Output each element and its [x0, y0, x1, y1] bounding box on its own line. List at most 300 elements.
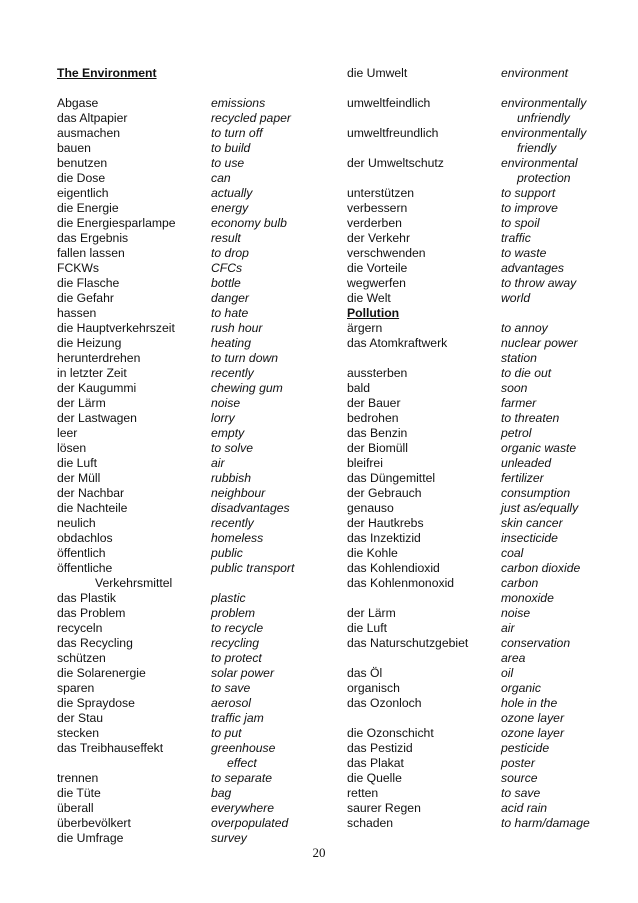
english-translation: to support [501, 186, 556, 200]
german-term: schützen [57, 651, 106, 665]
german-term: das Kohlenmonoxid [347, 576, 455, 590]
vocab-row [57, 111, 294, 126]
german-term: überbevölkert [57, 816, 131, 830]
english-translation: danger [211, 291, 249, 305]
vocab-row [347, 486, 590, 501]
vocab-row [347, 741, 590, 756]
english-translation: carbon dioxide [501, 561, 581, 575]
german-term: benutzen [57, 156, 108, 170]
english-translation: skin cancer [501, 516, 563, 530]
english-translation: recycling [211, 636, 260, 650]
vocab-row [347, 666, 590, 681]
section-heading: The Environment [57, 66, 157, 80]
german-term: die Tüte [57, 786, 101, 800]
vocab-row [347, 621, 590, 636]
english-translation: area [501, 651, 526, 665]
vocab-row [347, 441, 590, 456]
german-term: die Welt [347, 291, 391, 305]
english-translation: station [501, 351, 537, 365]
vocab-row [57, 666, 294, 681]
vocab-row [57, 156, 294, 171]
english-translation: economy bulb [211, 216, 287, 230]
vocab-row [347, 291, 590, 306]
english-translation: overpopulated [211, 816, 289, 830]
english-translation: petrol [501, 426, 532, 440]
english-translation: to turn down [211, 351, 279, 365]
vocab-row [347, 681, 590, 696]
german-term: die Energie [57, 201, 119, 215]
english-translation: to threaten [501, 411, 560, 425]
english-translation: unfriendly [517, 111, 570, 125]
english-translation: to save [211, 681, 251, 695]
english-translation: world [501, 291, 531, 305]
english-translation: acid rain [501, 801, 548, 815]
german-term: herunterdrehen [57, 351, 141, 365]
english-translation: nuclear power [501, 336, 578, 350]
german-term: sparen [57, 681, 95, 695]
german-term: ausmachen [57, 126, 121, 140]
english-translation: environmental [501, 156, 578, 170]
german-term: die Ozonschicht [347, 726, 434, 740]
german-term: das Ozonloch [347, 696, 422, 710]
english-translation: to recycle [211, 621, 264, 635]
german-term: Abgase [57, 96, 99, 110]
vocab-row [347, 231, 590, 246]
english-translation: disadvantages [211, 501, 290, 515]
english-translation: to waste [501, 246, 547, 260]
english-translation: traffic jam [211, 711, 264, 725]
english-translation: to spoil [501, 216, 540, 230]
german-term: die Luft [57, 456, 97, 470]
german-term: der Verkehr [347, 231, 411, 245]
german-term: das Problem [57, 606, 126, 620]
english-translation: insecticide [501, 531, 558, 545]
vocab-row [347, 171, 590, 186]
german-term: in letzter Zeit [57, 366, 127, 380]
vocab-row [347, 246, 590, 261]
english-translation: to protect [211, 651, 262, 665]
german-term: das Naturschutzgebiet [347, 636, 469, 650]
vocab-row [347, 591, 590, 606]
german-term: die Flasche [57, 276, 120, 290]
german-term: recyceln [57, 621, 103, 635]
german-term: der Stau [57, 711, 104, 725]
german-term: der Umweltschutz [347, 156, 444, 170]
vocab-row [347, 456, 590, 471]
german-term: der Lärm [57, 396, 106, 410]
vocab-row [347, 201, 590, 216]
german-term: das Pestizid [347, 741, 413, 755]
german-term [347, 171, 501, 186]
vocab-row [347, 756, 590, 771]
vocab-row [57, 786, 294, 801]
english-translation: unleaded [501, 456, 552, 470]
vocab-row [57, 816, 294, 831]
german-term: das Altpapier [57, 111, 128, 125]
vocab-row [347, 396, 590, 411]
vocab-row [57, 726, 294, 741]
vocab-row [347, 771, 590, 786]
english-translation: everywhere [211, 801, 274, 815]
vocab-row [347, 516, 590, 531]
german-term: das Plastik [57, 591, 116, 605]
english-translation: environmentally [501, 96, 587, 110]
vocab-row [347, 711, 590, 726]
vocab-row [57, 321, 294, 336]
english-translation: consumption [501, 486, 571, 500]
vocab-row [57, 546, 294, 561]
german-term: organisch [347, 681, 400, 695]
english-translation: organic [501, 681, 541, 695]
vocab-row [57, 186, 294, 201]
vocab-row [57, 696, 294, 711]
german-term: das Treibhauseffekt [57, 741, 164, 755]
vocab-row [347, 816, 590, 831]
english-translation: noise [211, 396, 241, 410]
german-term: eigentlich [57, 186, 109, 200]
english-translation: emissions [211, 96, 266, 110]
vocab-row [347, 651, 590, 666]
vocab-row [347, 726, 590, 741]
vocab-row [57, 606, 294, 621]
section-heading-row [347, 306, 590, 321]
page-number: 20 [312, 845, 326, 860]
vocab-row [57, 471, 294, 486]
english-translation: recently [211, 366, 254, 380]
vocab-row [57, 201, 294, 216]
english-translation: fertilizer [501, 471, 544, 485]
vocab-row [57, 441, 294, 456]
english-translation: solar power [211, 666, 274, 680]
german-term: der Lastwagen [57, 411, 137, 425]
english-translation: to solve [211, 441, 254, 455]
english-translation: ozone layer [501, 711, 565, 725]
vocab-row [57, 141, 294, 156]
german-term: die Solarenergie [57, 666, 146, 680]
english-translation: to die out [501, 366, 552, 380]
german-term: das Düngemittel [347, 471, 436, 485]
vocab-row [57, 291, 294, 306]
german-term [57, 756, 211, 771]
english-translation: public transport [211, 561, 295, 575]
german-term: die Luft [347, 621, 387, 635]
english-translation: survey [211, 831, 247, 845]
german-term: der Kaugummi [57, 381, 137, 395]
vocab-row [57, 261, 294, 276]
vocab-row [57, 336, 294, 351]
vocab-row [57, 381, 294, 396]
vocab-row [347, 216, 590, 231]
vocab-row [347, 141, 590, 156]
english-translation: recycled paper [211, 111, 291, 125]
german-term: bleifrei [347, 456, 383, 470]
vocab-row [57, 486, 294, 501]
english-translation: to use [211, 156, 245, 170]
german-term: stecken [57, 726, 100, 740]
german-term: die Umwelt [347, 66, 408, 80]
vocab-row [347, 546, 590, 561]
german-term [347, 651, 501, 666]
german-term: die Umfrage [57, 831, 124, 845]
vocab-row [57, 591, 294, 606]
vocab-row [347, 336, 590, 351]
vocab-row [57, 351, 294, 366]
english-translation: recently [211, 516, 254, 530]
german-term: die Quelle [347, 771, 402, 785]
german-term: der Nachbar [57, 486, 125, 500]
english-translation: air [501, 621, 515, 635]
german-term: das Inzektizid [347, 531, 421, 545]
english-translation: farmer [501, 396, 537, 410]
german-term: genauso [347, 501, 394, 515]
vocab-row [347, 636, 590, 651]
german-term: wegwerfen [347, 276, 406, 290]
vocab-row [57, 621, 294, 636]
english-translation: to throw away [501, 276, 577, 290]
vocab-row [347, 576, 590, 591]
german-term: retten [347, 786, 379, 800]
german-term: aussterben [347, 366, 408, 380]
german-term [347, 591, 501, 606]
vocab-row [347, 321, 590, 336]
vocab-row [57, 456, 294, 471]
english-translation: rubbish [211, 471, 251, 485]
vocab-row [57, 516, 294, 531]
german-term: die Kohle [347, 546, 398, 560]
vocab-row [57, 651, 294, 666]
english-translation: actually [211, 186, 253, 200]
german-term: das Plakat [347, 756, 404, 770]
english-translation: public [211, 546, 243, 560]
vocab-row [347, 501, 590, 516]
english-translation: energy [211, 201, 249, 215]
english-translation: chewing gum [211, 381, 283, 395]
vocab-row [57, 741, 294, 756]
german-term: ärgern [347, 321, 383, 335]
vocab-row [347, 561, 590, 576]
english-translation: rush hour [211, 321, 263, 335]
german-term: der Müll [57, 471, 101, 485]
english-translation: oil [501, 666, 514, 680]
english-translation: environmentally [501, 126, 587, 140]
german-term: saurer Regen [347, 801, 421, 815]
vocab-row [57, 171, 294, 186]
english-translation: to drop [211, 246, 249, 260]
english-translation: to hate [211, 306, 249, 320]
german-term: überall [57, 801, 94, 815]
vocab-row [57, 681, 294, 696]
vocab-row [347, 156, 590, 171]
vocab-row [57, 576, 294, 591]
english-translation: effect [227, 756, 257, 770]
german-term: das Ergebnis [57, 231, 129, 245]
german-term [347, 711, 501, 726]
english-translation: lorry [211, 411, 235, 425]
english-translation: pesticide [501, 741, 550, 755]
german-term: die Vorteile [347, 261, 408, 275]
german-term: der Bauer [347, 396, 401, 410]
german-term: Verkehrsmittel [95, 576, 173, 590]
german-term: die Heizung [57, 336, 122, 350]
vocab-row [57, 276, 294, 291]
vocab-row [347, 96, 590, 111]
german-term: verderben [347, 216, 402, 230]
german-term: öffentliche [57, 561, 113, 575]
english-translation: to turn off [211, 126, 263, 140]
german-term: trennen [57, 771, 99, 785]
vocab-row [347, 531, 590, 546]
german-term: das Atomkraftwerk [347, 336, 448, 350]
german-term: die Hauptverkehrszeit [57, 321, 175, 335]
vocab-row [347, 786, 590, 801]
english-translation: bottle [211, 276, 241, 290]
english-translation: to annoy [501, 321, 548, 335]
german-term: bauen [57, 141, 91, 155]
german-term: der Gebrauch [347, 486, 422, 500]
german-term: umweltfreundlich [347, 126, 439, 140]
german-term [347, 111, 501, 126]
german-term: hassen [57, 306, 97, 320]
german-term: das Kohlendioxid [347, 561, 440, 575]
vocab-row [347, 366, 590, 381]
english-translation: to separate [211, 771, 272, 785]
english-translation: plastic [211, 591, 246, 605]
english-translation: empty [211, 426, 245, 440]
german-term: lösen [57, 441, 87, 455]
german-term: schaden [347, 816, 394, 830]
vocab-row [57, 831, 294, 846]
vocab-row [347, 261, 590, 276]
vocab-row [347, 801, 590, 816]
vocab-row [347, 411, 590, 426]
english-translation: problem [211, 606, 256, 620]
vocab-row [347, 186, 590, 201]
german-term: fallen lassen [57, 246, 125, 260]
german-term: bedrohen [347, 411, 399, 425]
vocab-row [347, 111, 590, 126]
german-term [347, 141, 501, 156]
english-translation: soon [501, 381, 528, 395]
vocab-row [57, 531, 294, 546]
english-translation: hole in the [501, 696, 558, 710]
english-translation: ozone layer [501, 726, 565, 740]
german-term: FCKWs [57, 261, 99, 275]
english-translation: heating [211, 336, 251, 350]
german-term: die Gefahr [57, 291, 114, 305]
english-translation: carbon [501, 576, 539, 590]
german-term [347, 351, 501, 366]
vocab-row [57, 396, 294, 411]
english-translation: advantages [501, 261, 565, 275]
vocab-row [57, 216, 294, 231]
english-translation: traffic [501, 231, 531, 245]
english-translation: organic waste [501, 441, 577, 455]
vocab-row [57, 711, 294, 726]
vocab-row [57, 636, 294, 651]
blank-row [347, 81, 590, 96]
english-translation: to improve [501, 201, 558, 215]
english-translation: greenhouse [211, 741, 276, 755]
english-translation: protection [517, 171, 571, 185]
english-translation: homeless [211, 531, 264, 545]
english-translation: monoxide [501, 591, 554, 605]
vocab-row [347, 351, 590, 366]
vocab-row [347, 696, 590, 711]
german-term: verbessern [347, 201, 408, 215]
english-translation: poster [501, 756, 535, 770]
german-term: die Spraydose [57, 696, 135, 710]
german-term: umweltfeindlich [347, 96, 431, 110]
english-translation: to harm/damage [501, 816, 590, 830]
german-term: unterstützen [347, 186, 415, 200]
english-translation: neighbour [211, 486, 266, 500]
english-translation: noise [501, 606, 531, 620]
right-vocab-column [347, 66, 590, 831]
english-translation: just as/equally [501, 501, 579, 515]
vocab-row [57, 411, 294, 426]
vocab-row [57, 246, 294, 261]
vocab-row [347, 276, 590, 291]
german-term: das Öl [347, 666, 383, 680]
vocab-row [57, 801, 294, 816]
english-translation: to save [501, 786, 541, 800]
german-term: das Recycling [57, 636, 133, 650]
vocab-row [57, 306, 294, 321]
german-term: obdachlos [57, 531, 113, 545]
german-term: neulich [57, 516, 96, 530]
vocab-row [57, 771, 294, 786]
vocab-row [57, 96, 294, 111]
english-translation: friendly [517, 141, 557, 155]
german-term: bald [347, 381, 371, 395]
german-term: die Dose [57, 171, 106, 185]
english-translation: result [211, 231, 241, 245]
english-translation: bag [211, 786, 232, 800]
vocab-row [57, 426, 294, 441]
vocab-row [347, 381, 590, 396]
german-term: verschwenden [347, 246, 426, 260]
vocab-row [347, 426, 590, 441]
blank-row [57, 81, 294, 96]
vocab-row [57, 231, 294, 246]
german-term: der Biomüll [347, 441, 408, 455]
vocab-row [57, 756, 294, 771]
english-translation: coal [501, 546, 524, 560]
left-vocab-column [57, 66, 294, 846]
german-term: der Lärm [347, 606, 396, 620]
vocab-row [57, 561, 294, 576]
vocab-row [347, 126, 590, 141]
german-term: das Benzin [347, 426, 408, 440]
english-translation: to put [211, 726, 242, 740]
vocab-row [347, 471, 590, 486]
vocab-row [57, 126, 294, 141]
english-translation: conservation [501, 636, 571, 650]
english-translation: CFCs [211, 261, 243, 275]
vocab-row [347, 66, 590, 81]
vocab-row [347, 606, 590, 621]
english-translation: to build [211, 141, 251, 155]
english-translation: aerosol [211, 696, 251, 710]
english-translation: air [211, 456, 225, 470]
section-heading-row [57, 66, 294, 81]
german-term: leer [57, 426, 78, 440]
german-term: öffentlich [57, 546, 106, 560]
vocab-row [57, 501, 294, 516]
german-term: der Hautkrebs [347, 516, 424, 530]
english-translation: environment [501, 66, 569, 80]
section-heading: Pollution [347, 306, 400, 320]
